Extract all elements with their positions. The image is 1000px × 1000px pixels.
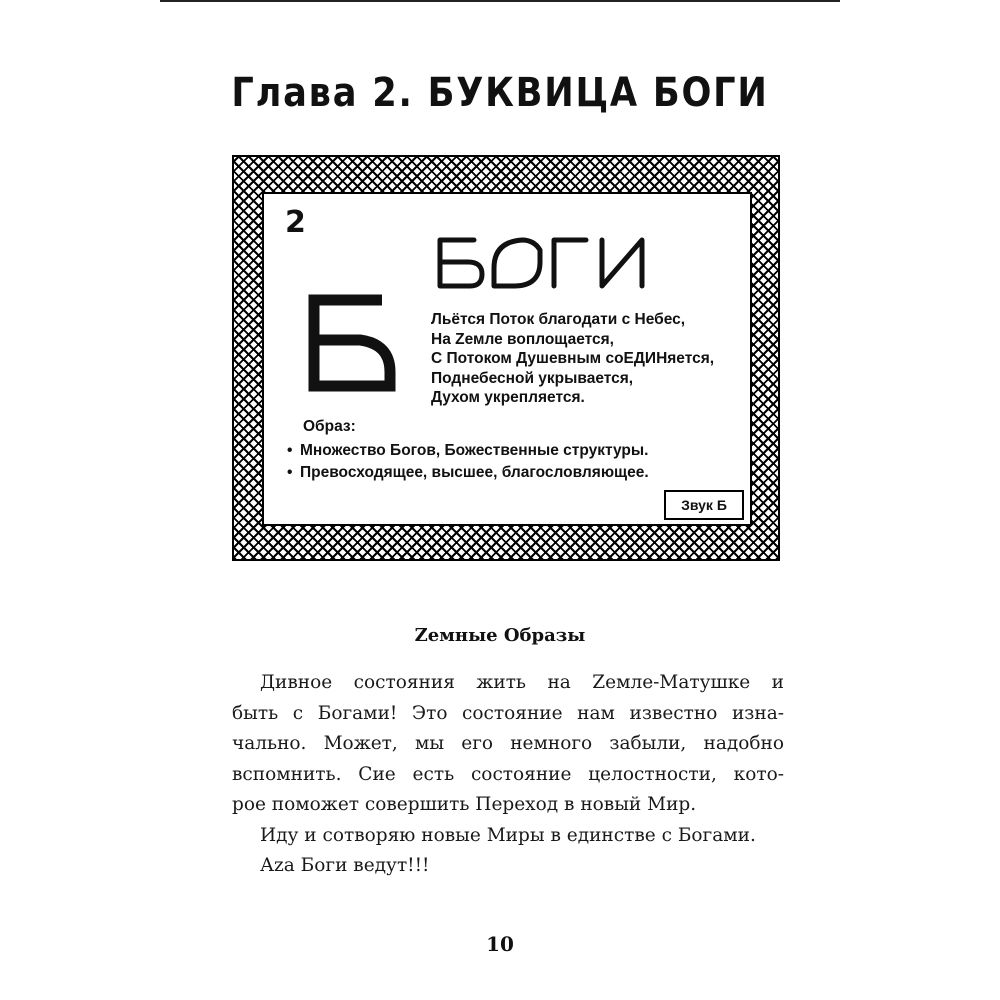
body-line: Дивное состояния жить на Zемле-Матушке и [260,672,784,693]
body-text [232,668,784,882]
body-line: чально. Может, мы его немного забыли, надобно [232,733,784,754]
obraz-list [287,440,649,484]
section-title: Zемные Образы [414,625,586,646]
page-number: 10 [486,932,514,956]
obraz-item: • Превосходящее, высшее, благословляющее. [287,462,649,484]
page-edge [160,0,840,2]
sound-badge: Звук Б [664,490,744,520]
body-line: быть с Богами! Это состояние нам известно изна- [232,702,784,724]
card-title-glyphs-icon [430,232,660,294]
body-line: вспомнить. Сие есть состояние целостности, кото- [232,763,784,785]
obraz-label: Образ: [303,418,356,435]
poem-line: Поднебесной укрывается, [431,369,634,387]
poem-line: С Потоком Душевным соЕДИНяется, [431,350,715,367]
poem-line: На Zемле воплощается, [431,330,614,348]
card-number: 2 [285,205,306,240]
poem-line: Духом укрепляется. [431,389,585,406]
body-line: рое поможет совершить Переход в новый Мир. [232,794,697,815]
body-line: Иду и сотворяю новые Миры в единстве с Богами. [260,824,756,846]
body-line: Аzа Боги ведут!!! [260,855,430,876]
obraz-item: • Множество Богов, Божественные структуры. [287,440,649,462]
big-letter-icon [300,292,400,394]
poem-line: Льётся Поток благодати с Небес, [431,311,686,328]
chapter-title: Глава 2. БУКВИЦА БОГИ [231,70,769,116]
card-poem [431,310,714,408]
